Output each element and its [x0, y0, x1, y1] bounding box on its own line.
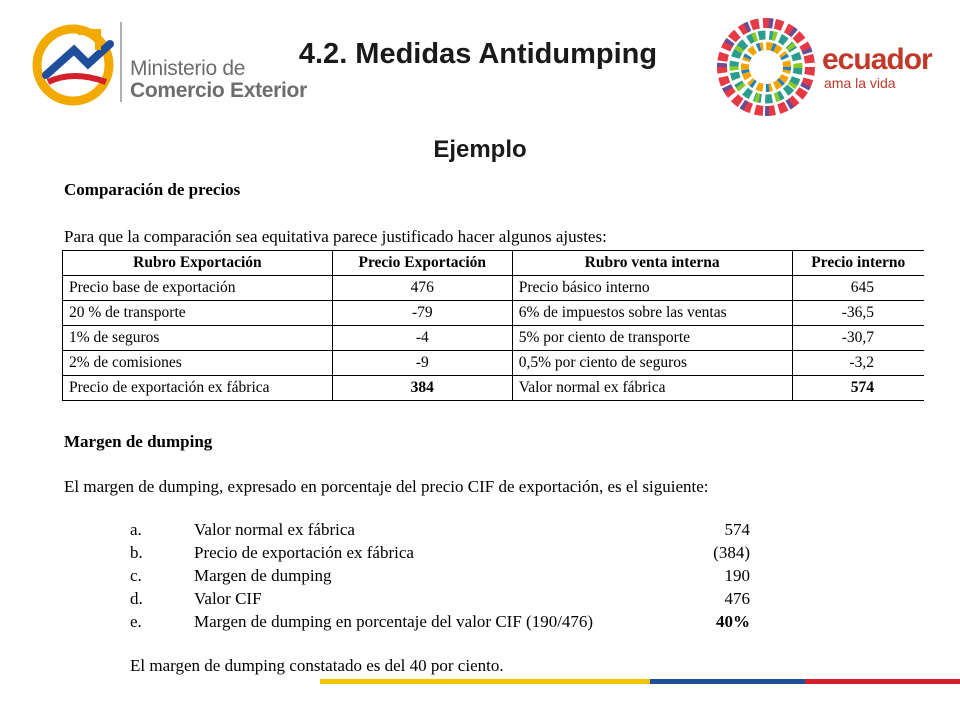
table-cell: 0,5% por ciento de seguros: [512, 351, 792, 376]
table-cell: Precio básico interno: [512, 276, 792, 301]
flag-bar-yellow: [320, 679, 650, 684]
item-value: 190: [724, 566, 750, 585]
item-description: Valor normal ex fábrica: [194, 520, 355, 539]
table-cell: 645: [792, 276, 924, 301]
table-cell: Precio de exportación ex fábrica: [63, 376, 333, 401]
margin-calculation-list: [130, 520, 770, 635]
list-item: [130, 543, 770, 566]
table-cell: -4: [332, 326, 512, 351]
table-cell: 1% de seguros: [63, 326, 333, 351]
item-letter: b.: [130, 543, 143, 562]
list-item: [130, 566, 770, 589]
flag-bar-red: [805, 679, 960, 684]
table-cell: -36,5: [792, 301, 924, 326]
page-subtitle: Ejemplo: [433, 136, 527, 163]
item-description: Precio de exportación ex fábrica: [194, 543, 414, 562]
table-cell: Valor normal ex fábrica: [512, 376, 792, 401]
table-row: [63, 326, 925, 351]
price-comparison-table: [62, 250, 924, 401]
flag-color-bar: [320, 679, 960, 684]
item-value: (384): [713, 543, 750, 562]
table-cell: -9: [332, 351, 512, 376]
list-item: [130, 612, 770, 635]
column-header: Rubro venta interna: [512, 251, 792, 276]
table-cell: 476: [332, 276, 512, 301]
table-cell: -30,7: [792, 326, 924, 351]
comparison-title: Comparación de precios: [64, 180, 241, 199]
item-value: 40%: [716, 612, 750, 631]
table-row: [63, 351, 925, 376]
table-cell: Precio base de exportación: [63, 276, 333, 301]
table-header-row: [63, 251, 925, 276]
list-item: [130, 589, 770, 612]
table-cell: 6% de impuestos sobre las ventas: [512, 301, 792, 326]
brand-word: ecuador: [822, 43, 932, 76]
list-item: [130, 520, 770, 543]
comparison-intro: Para que la comparación sea equitativa parece justificado hacer algunos ajustes:: [64, 227, 607, 246]
ministry-emblem-icon: [28, 20, 123, 106]
ecuador-sun-icon: [714, 15, 819, 120]
ministry-name-line2: Comercio Exterior: [130, 79, 307, 102]
brand-tagline: ama la vida: [824, 75, 896, 91]
item-description: Margen de dumping en porcentaje del valor CIF (190/476): [194, 612, 594, 631]
item-description: Margen de dumping: [194, 566, 332, 585]
flag-bar-blue: [650, 679, 805, 684]
table-cell: -79: [332, 301, 512, 326]
table-row-total: [63, 376, 925, 401]
item-value: 574: [724, 520, 750, 539]
table-cell: 5% por ciento de transporte: [512, 326, 792, 351]
table-cell: 574: [792, 376, 924, 401]
column-header: Precio interno: [792, 251, 924, 276]
table-cell: 20 % de transporte: [63, 301, 333, 326]
item-letter: d.: [130, 589, 143, 608]
column-header: Rubro Exportación: [63, 251, 333, 276]
table-cell: -3,2: [792, 351, 924, 376]
logo-separator: [120, 22, 122, 102]
ministry-name-line1: Ministerio de: [130, 57, 246, 80]
table-row: [63, 276, 925, 301]
item-letter: c.: [130, 566, 142, 585]
margin-conclusion: El margen de dumping constatado es del 40 por ciento.: [130, 656, 504, 675]
item-letter: e.: [130, 612, 142, 631]
item-value: 476: [724, 589, 750, 608]
page-title: 4.2. Medidas Antidumping: [298, 38, 658, 70]
margin-title: Margen de dumping: [64, 432, 213, 451]
item-letter: a.: [130, 520, 142, 539]
table-cell: 2% de comisiones: [63, 351, 333, 376]
table-cell: 384: [332, 376, 512, 401]
column-header: Precio Exportación: [332, 251, 512, 276]
item-description: Valor CIF: [194, 589, 262, 608]
table-row: [63, 301, 925, 326]
margin-intro: El margen de dumping, expresado en porcentaje del precio CIF de exportación, es el siguiente:: [64, 477, 709, 496]
